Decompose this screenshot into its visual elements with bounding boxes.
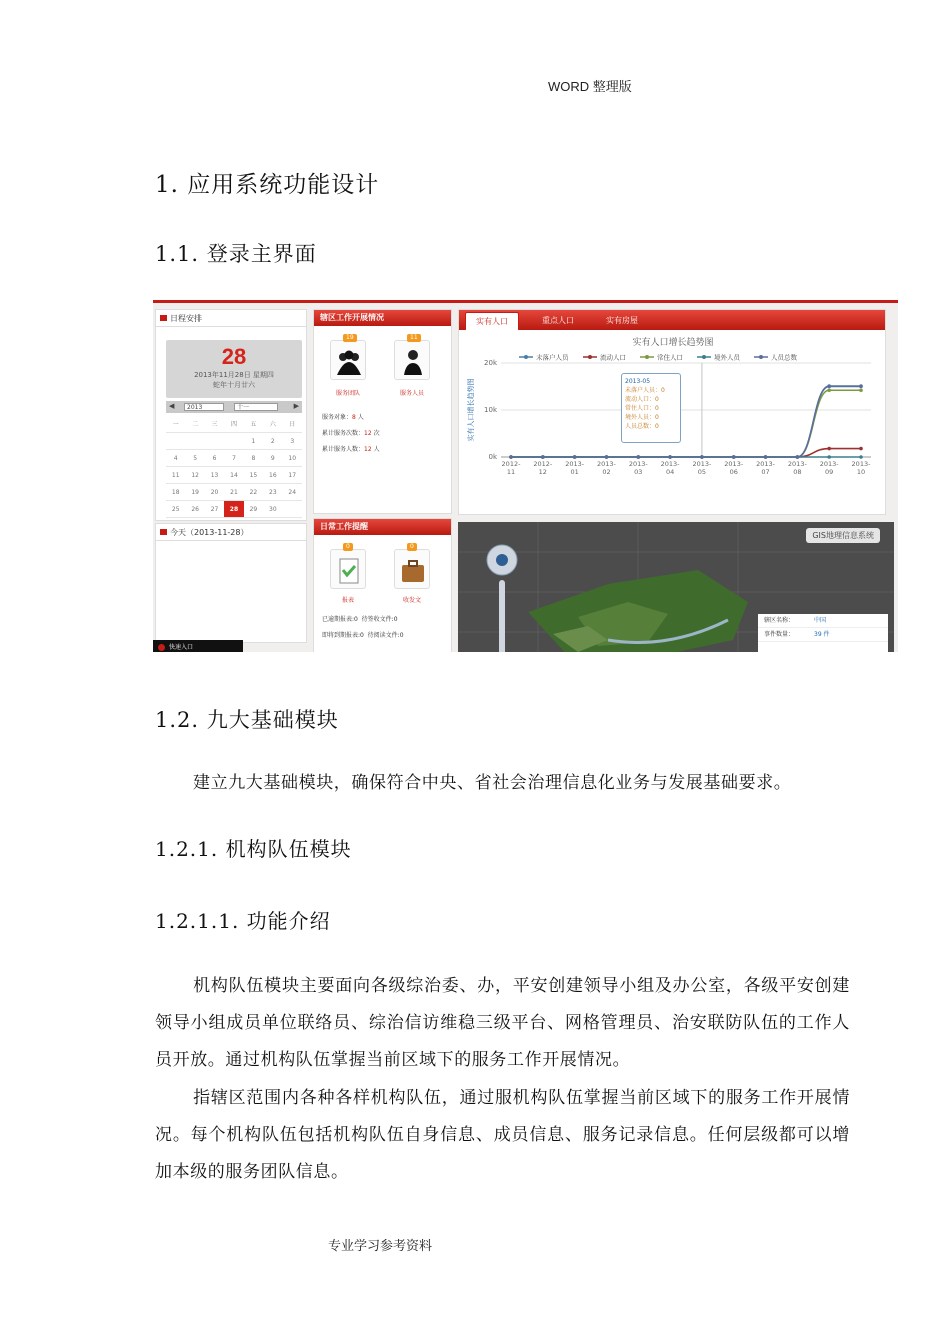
heading-1: 1. 应用系统功能设计 [155, 172, 380, 198]
calendar-day-cell [205, 433, 224, 449]
documents-label: 收发文 [402, 597, 421, 604]
chart-xtick-label: 2013- [756, 460, 775, 468]
calendar-week-row [166, 501, 302, 518]
calendar-weekday: 日 [289, 421, 296, 428]
chart-xtick-label: 2013- [597, 460, 616, 468]
calendar-day-cell[interactable]: 5 [193, 455, 198, 462]
chart-data-point [509, 455, 513, 459]
paragraph-3: 指辖区范围内各种各样机构队伍，通过服机构队伍掌握当前区域下的服务工作开展情况。每个机构队伍包括机构队伍自身信息、成员信息、服务记录信息。任何层级都可以增加本级的服务团队信息。 [155, 1088, 850, 1182]
gis-map[interactable] [458, 522, 894, 652]
work-title: 辖区工作开展情况 [314, 310, 451, 326]
calendar-day-cell [185, 433, 204, 449]
calendar-day-cell[interactable]: 29 [249, 506, 258, 513]
chart-data-point [700, 455, 704, 459]
calendar-day-cell[interactable]: 11 [171, 472, 180, 479]
calendar-day-cell[interactable]: 21 [230, 489, 238, 496]
chart-data-point [827, 447, 831, 451]
calendar-day: 28 [221, 344, 247, 369]
calendar-day-cell[interactable]: 10 [288, 455, 297, 462]
calendar-lunar: 蛇年十月廿六 [213, 381, 255, 389]
chart-legend-label: 常住人口 [657, 353, 683, 362]
page-header: WORD 整理版 [548, 79, 632, 94]
calendar-day-cell[interactable]: 26 [191, 506, 199, 513]
year-select[interactable]: 2013 [184, 403, 224, 411]
stat-service-objects: 服务对象：8 人 [322, 414, 364, 421]
chart-data-point [796, 455, 800, 459]
calendar-week-row [166, 433, 302, 450]
calendar-week-row [166, 450, 302, 467]
login-main-screenshot [153, 300, 898, 652]
tab-actual-housing[interactable]: 实有房屋 [606, 316, 638, 325]
calendar-grid [166, 416, 302, 518]
chart-xtick-label: 2013- [628, 460, 648, 468]
calendar-day-cell [166, 433, 185, 449]
chart-xtick-label: 2013- [724, 460, 744, 468]
chart-data-point [668, 455, 672, 459]
calendar-day-cell[interactable]: 7 [232, 455, 236, 462]
chart-xtick-label: 03 [634, 468, 643, 476]
calendar-day-cell[interactable]: 16 [269, 472, 277, 479]
heading-1-2-1-1: 1.2.1.1. 功能介绍 [155, 909, 331, 933]
calendar-day-cell[interactable]: 19 [191, 489, 199, 496]
calendar-day-cell [283, 501, 302, 517]
next-month-icon[interactable]: ▶ [293, 402, 299, 410]
paragraph-2: 机构队伍模块主要面向各级综治委、办，平安创建领导小组及办公室，各级平安创建领导小组成员单位联络员、综治信访维稳三级平台、网格管理员、治安联防队伍的工作人员开放。通过机构队伍掌握当前区域下的服务工作开展情况。 [155, 976, 850, 1070]
work-panel [313, 309, 452, 514]
chart-legend-marker [645, 355, 649, 359]
calendar-day-cell[interactable]: 14 [230, 472, 238, 479]
chart-xtick-label: 10 [856, 468, 866, 476]
chart-series-line [511, 390, 861, 457]
chart-ytick-label: 20k [484, 359, 497, 367]
calendar-day-cell[interactable]: 3 [290, 438, 295, 445]
chart-series-line [511, 449, 861, 457]
today-icon [160, 529, 167, 535]
map-info-box [758, 614, 888, 652]
today-title: 今天（2013-11-28） [156, 524, 306, 541]
calendar-day-cell[interactable]: 4 [173, 455, 178, 462]
chart-data-point [859, 384, 863, 388]
calendar-day-cell [224, 433, 243, 449]
chart-legend-label: 人员总数 [771, 353, 797, 362]
map-info-region: 辖区名称： 中国 [758, 614, 888, 628]
person-icon [395, 341, 431, 381]
chart-xtick-label: 04 [665, 468, 675, 476]
calendar-weekday: 五 [250, 421, 257, 428]
team-icon [331, 341, 367, 381]
calendar-day-cell[interactable]: 17 [288, 472, 297, 479]
chart-xtick-label: 08 [793, 468, 802, 476]
calendar-day-cell[interactable]: 1 [251, 438, 256, 445]
calendar-day-cell[interactable]: 6 [212, 455, 217, 462]
calendar-day-cell[interactable]: 30 [269, 506, 277, 513]
chart-xtick-label: 2013- [660, 460, 680, 468]
chart-xtick-label: 01 [570, 468, 579, 476]
service-team-button[interactable]: 19 [330, 340, 366, 380]
reminder-row-1: 已逾期报表:0 待签收文件:0 [322, 616, 398, 623]
chart-data-point [636, 455, 640, 459]
chart-legend-label: 流动人口 [600, 353, 626, 362]
calendar-day-cell[interactable]: 20 [210, 489, 219, 496]
chart-series-line [511, 387, 861, 458]
chart-ytick-label: 10k [484, 406, 497, 414]
chart-title: 实有人口增长趋势图 [632, 338, 714, 348]
calendar-day-cell[interactable]: 15 [249, 472, 258, 479]
chart-ytick-label: 0k [488, 453, 497, 461]
chart-xtick-label: 09 [825, 468, 834, 476]
calendar-week-row [166, 484, 302, 501]
chart-legend-marker [524, 355, 528, 359]
calendar-week-row [166, 467, 302, 484]
heading-1-2-1: 1.2.1. 机构队伍模块 [155, 837, 352, 861]
chart-data-point [859, 388, 863, 392]
chart-legend-label: 未落户人员 [536, 353, 569, 362]
service-staff-label: 服务人员 [399, 390, 424, 397]
calendar-date: 2013年11月28日 星期四 [194, 371, 274, 379]
documents-button[interactable]: 0 [394, 549, 430, 589]
service-staff-button[interactable]: 11 [394, 340, 430, 380]
chart-xtick-label: 2013- [787, 460, 807, 468]
schedule-panel [155, 309, 307, 521]
prev-month-icon[interactable]: ◀ [169, 402, 175, 410]
chart-xtick-label: 12 [538, 468, 547, 476]
reports-label: 报表 [341, 597, 354, 604]
calendar-day-cell[interactable]: 9 [270, 455, 275, 462]
chart-data-point [827, 388, 831, 392]
calendar-day-cell[interactable]: 28 [224, 501, 243, 517]
calendar-day-cell[interactable]: 13 [210, 472, 219, 479]
quick-entry-icon [158, 644, 165, 651]
chart-data-point [605, 455, 609, 459]
tab-actual-population[interactable]: 实有人口 [465, 312, 519, 330]
heading-1-1: 1.1. 登录主界面 [155, 242, 317, 266]
month-select[interactable]: 十一 [234, 403, 278, 411]
paragraph-1: 建立九大基础模块，确保符合中央、省社会治理信息化业务与发展基础要求。 [193, 773, 792, 793]
schedule-icon [160, 315, 167, 321]
page-footer: 专业学习参考资料 [328, 1239, 433, 1254]
calendar-weekday: 四 [230, 421, 237, 428]
today-panel [155, 523, 307, 643]
map-info-events: 事件数量： 39 件 [758, 628, 888, 642]
calendar-day-cell[interactable]: 22 [249, 489, 258, 496]
calendar-weekday: 六 [269, 421, 276, 428]
chart-xtick-label: 11 [506, 468, 516, 476]
calendar-day-cell[interactable]: 23 [269, 489, 277, 496]
calendar-weekday-row [166, 416, 302, 433]
chart-data-point [573, 455, 577, 459]
calendar-day-cell[interactable]: 27 [210, 506, 219, 513]
chart-data-point [859, 455, 863, 459]
reminder-row-2: 即将到期报表:0 待阅读文件:0 [322, 632, 404, 639]
chart-legend-label: 境外人员 [714, 353, 740, 362]
reports-button[interactable]: 0 [330, 549, 366, 589]
service-team-label: 服务团队 [335, 390, 360, 397]
chart-series-line [511, 386, 861, 457]
stat-service-times: 累计服务次数：12 次 [322, 430, 380, 437]
chart-xtick-label: 06 [729, 468, 738, 476]
chart-xtick-label: 2013- [819, 460, 839, 468]
briefcase-icon [395, 550, 431, 590]
calendar-day-cell[interactable]: 24 [288, 489, 297, 496]
chart-data-point [732, 455, 736, 459]
chart-xtick-label: 2012- [501, 460, 521, 468]
chart-xtick-label: 02 [602, 468, 611, 476]
calendar-day-cell[interactable]: 2 [270, 438, 275, 445]
chart-xtick-label: 05 [697, 468, 707, 476]
chart-xtick-label: 2013- [565, 460, 585, 468]
calendar-weekday: 三 [211, 421, 218, 428]
heading-1-2: 1.2. 九大基础模块 [155, 708, 339, 732]
calendar-day-cell[interactable]: 8 [251, 455, 256, 462]
report-icon [331, 550, 367, 590]
chart-legend-marker [759, 355, 763, 359]
chart-xtick-label: 2012- [533, 460, 553, 468]
schedule-title: 日程安排 [156, 310, 306, 327]
chart-xtick-label: 2013- [692, 460, 712, 468]
chart-data-point [541, 455, 545, 459]
calendar-controls [166, 401, 302, 413]
chart-legend-marker [588, 355, 592, 359]
calendar-day-cell[interactable]: 25 [171, 506, 180, 513]
quick-entry-button[interactable]: 快速入口 [153, 640, 243, 652]
stat-service-people: 累计服务人数：12 人 [322, 446, 380, 453]
tab-key-population[interactable]: 重点人口 [542, 316, 574, 325]
chart-ylabel: 实有人口增长趋势图 [467, 378, 475, 442]
calendar-day-cell[interactable]: 12 [191, 472, 199, 479]
daily-title: 日常工作提醒 [314, 519, 451, 535]
gis-badge: GIS地理信息系统 [806, 528, 880, 543]
chart-data-point [764, 455, 768, 459]
calendar-weekday: 一 [172, 421, 179, 428]
daily-panel [313, 518, 452, 652]
calendar-header [166, 340, 302, 398]
chart-data-point [827, 455, 831, 459]
calendar-weekday: 二 [192, 421, 199, 428]
chart-tooltip: 2013-05 未落户人员：0 流动人口：0 常住人口：0 境外人员：0 人员总数：0 [621, 373, 681, 443]
chart-legend-marker [702, 355, 706, 359]
chart-data-point [859, 447, 863, 451]
chart-xtick-label: 2013- [851, 460, 871, 468]
chart-tab-bar [459, 310, 885, 330]
chart-data-point [827, 384, 831, 388]
chart-xtick-label: 07 [761, 468, 770, 476]
calendar-day-cell[interactable]: 18 [171, 489, 180, 496]
